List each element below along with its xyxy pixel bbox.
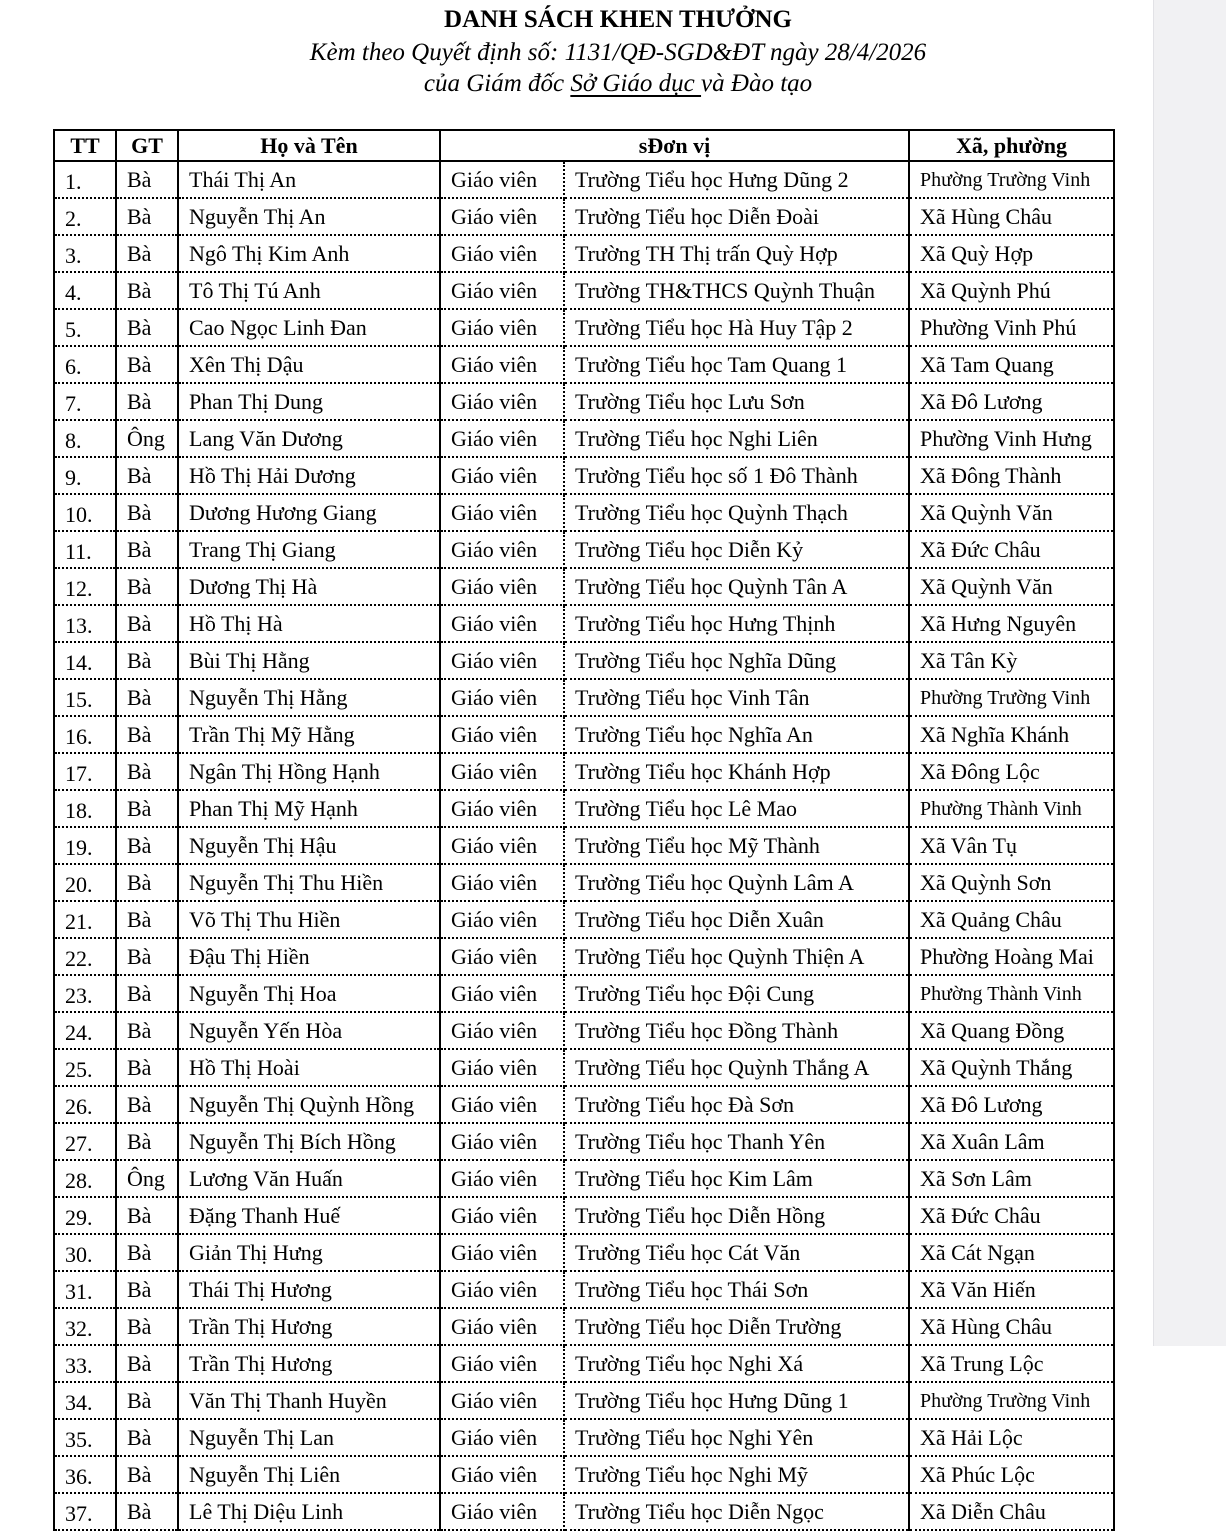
table-row	[54, 1271, 1114, 1308]
row-unit: Trường Tiểu học Hưng Dũng 2	[564, 161, 909, 198]
row-name: Giản Thị Hưng	[178, 1234, 440, 1271]
table-row	[54, 753, 1114, 790]
table-row	[54, 383, 1114, 420]
row-name: Nguyễn Thị Hậu	[178, 827, 440, 864]
row-name: Cao Ngọc Linh Đan	[178, 309, 440, 346]
table-row	[54, 679, 1114, 716]
row-role: Giáo viên	[440, 198, 564, 235]
row-ward: Xã Quỳ Hợp	[909, 235, 1114, 272]
row-role: Giáo viên	[440, 1271, 564, 1308]
row-name: Phan Thị Dung	[178, 383, 440, 420]
row-ward: Xã Quỳnh Thắng	[909, 1049, 1114, 1086]
row-title: Bà	[116, 753, 178, 790]
row-title: Bà	[116, 1419, 178, 1456]
row-number: 31.	[54, 1271, 116, 1308]
row-number: 12.	[54, 568, 116, 605]
row-role: Giáo viên	[440, 753, 564, 790]
row-title: Bà	[116, 568, 178, 605]
row-unit: Trường Tiểu học Quỳnh Tân A	[564, 568, 909, 605]
row-name: Lang Văn Dương	[178, 420, 440, 457]
row-ward: Phường Vinh Phú	[909, 309, 1114, 346]
table-row	[54, 642, 1114, 679]
row-number: 26.	[54, 1086, 116, 1123]
row-number: 34.	[54, 1382, 116, 1419]
row-unit: Trường Tiểu học Diễn Kỷ	[564, 531, 909, 568]
row-role: Giáo viên	[440, 975, 564, 1012]
viewer-background	[1153, 0, 1226, 1346]
table-row	[54, 235, 1114, 272]
row-name: Nguyễn Thị Liên	[178, 1456, 440, 1493]
row-name: Hồ Thị Hoài	[178, 1049, 440, 1086]
row-unit: Trường Tiểu học Diễn Xuân	[564, 901, 909, 938]
row-name: Trần Thị Hương	[178, 1308, 440, 1345]
row-title: Bà	[116, 1382, 178, 1419]
row-unit: Trường Tiểu học Diễn Hồng	[564, 1197, 909, 1234]
table-row	[54, 1456, 1114, 1493]
row-title: Bà	[116, 716, 178, 753]
row-title: Bà	[116, 531, 178, 568]
table-row	[54, 457, 1114, 494]
table-row	[54, 1308, 1114, 1345]
row-unit: Trường Tiểu học Nghi Mỹ	[564, 1456, 909, 1493]
row-role: Giáo viên	[440, 531, 564, 568]
table-row	[54, 1382, 1114, 1419]
row-ward: Phường Trường Vinh	[909, 1382, 1114, 1419]
row-title: Bà	[116, 309, 178, 346]
table-row	[54, 901, 1114, 938]
row-ward: Xã Phúc Lộc	[909, 1456, 1114, 1493]
row-name: Tô Thị Tú Anh	[178, 272, 440, 309]
row-title: Bà	[116, 901, 178, 938]
row-name: Nguyễn Thị Thu Hiền	[178, 864, 440, 901]
document-title: DANH SÁCH KHEN THƯỞNG	[444, 6, 792, 33]
row-name: Nguyễn Thị Hằng	[178, 679, 440, 716]
table-row	[54, 1234, 1114, 1271]
row-role: Giáo viên	[440, 1493, 564, 1530]
row-title: Bà	[116, 1123, 178, 1160]
row-unit: Trường Tiểu học Đồng Thành	[564, 1012, 909, 1049]
row-role: Giáo viên	[440, 1382, 564, 1419]
table-row	[54, 309, 1114, 346]
row-unit: Trường Tiểu học Mỹ Thành	[564, 827, 909, 864]
row-role: Giáo viên	[440, 346, 564, 383]
row-ward: Xã Quỳnh Văn	[909, 568, 1114, 605]
row-name: Ngô Thị Kim Anh	[178, 235, 440, 272]
row-name: Nguyễn Yến Hòa	[178, 1012, 440, 1049]
row-role: Giáo viên	[440, 790, 564, 827]
row-title: Bà	[116, 1271, 178, 1308]
row-number: 20.	[54, 864, 116, 901]
row-name: Xên Thị Dậu	[178, 346, 440, 383]
table-row	[54, 864, 1114, 901]
issuer-prefix: của Giám đốc	[423, 70, 571, 97]
table-row	[54, 198, 1114, 235]
row-name: Nguyễn Thị Bích Hồng	[178, 1123, 440, 1160]
row-title: Bà	[116, 605, 178, 642]
row-number: 22.	[54, 938, 116, 975]
table-row	[54, 1345, 1114, 1382]
row-title: Bà	[116, 161, 178, 198]
row-unit: Trường Tiểu học Nghi Yên	[564, 1419, 909, 1456]
table-row	[54, 420, 1114, 457]
row-unit: Trường Tiểu học Quỳnh Lâm A	[564, 864, 909, 901]
row-name: Trang Thị Giang	[178, 531, 440, 568]
row-number: 27.	[54, 1123, 116, 1160]
row-role: Giáo viên	[440, 827, 564, 864]
row-title: Bà	[116, 1197, 178, 1234]
row-role: Giáo viên	[440, 1012, 564, 1049]
row-unit: Trường Tiểu học số 1 Đô Thành	[564, 457, 909, 494]
row-name: Dương Thị Hà	[178, 568, 440, 605]
row-unit: Trường Tiểu học Thanh Yên	[564, 1123, 909, 1160]
row-ward: Xã Quỳnh Văn	[909, 494, 1114, 531]
row-name: Võ Thị Thu Hiền	[178, 901, 440, 938]
row-title: Bà	[116, 679, 178, 716]
row-number: 21.	[54, 901, 116, 938]
row-name: Nguyễn Thị Lan	[178, 1419, 440, 1456]
row-unit: Trường Tiểu học Hưng Dũng 1	[564, 1382, 909, 1419]
row-ward: Xã Vân Tụ	[909, 827, 1114, 864]
row-ward: Xã Quảng Châu	[909, 901, 1114, 938]
row-title: Bà	[116, 938, 178, 975]
row-number: 6.	[54, 346, 116, 383]
row-ward: Xã Trung Lộc	[909, 1345, 1114, 1382]
row-ward: Phường Trường Vinh	[909, 161, 1114, 198]
award-table	[53, 129, 1115, 1531]
table-row	[54, 790, 1114, 827]
row-ward: Phường Hoàng Mai	[909, 938, 1114, 975]
row-ward: Xã Tân Kỳ	[909, 642, 1114, 679]
row-role: Giáo viên	[440, 309, 564, 346]
table-row	[54, 568, 1114, 605]
row-unit: Trường Tiểu học Quỳnh Thắng A	[564, 1049, 909, 1086]
row-number: 7.	[54, 383, 116, 420]
row-role: Giáo viên	[440, 1049, 564, 1086]
row-ward: Xã Hưng Nguyên	[909, 605, 1114, 642]
row-number: 8.	[54, 420, 116, 457]
row-name: Trần Thị Hương	[178, 1345, 440, 1382]
row-name: Ngân Thị Hồng Hạnh	[178, 753, 440, 790]
row-name: Thái Thị Hương	[178, 1271, 440, 1308]
column-header-unit: sĐơn vị	[440, 130, 909, 161]
row-unit: Trường Tiểu học Đà Sơn	[564, 1086, 909, 1123]
table-row	[54, 605, 1114, 642]
row-ward: Phường Thành Vinh	[909, 975, 1114, 1012]
table-row	[54, 531, 1114, 568]
row-unit: Trường TH&THCS Quỳnh Thuận	[564, 272, 909, 309]
row-title: Bà	[116, 346, 178, 383]
row-ward: Xã Tam Quang	[909, 346, 1114, 383]
row-number: 10.	[54, 494, 116, 531]
row-unit: Trường Tiểu học Tam Quang 1	[564, 346, 909, 383]
row-unit: Trường Tiểu học Lưu Sơn	[564, 383, 909, 420]
row-unit: Trường Tiểu học Thái Sơn	[564, 1271, 909, 1308]
row-number: 5.	[54, 309, 116, 346]
row-role: Giáo viên	[440, 1197, 564, 1234]
row-title: Ông	[116, 420, 178, 457]
row-unit: Trường Tiểu học Quỳnh Thiện A	[564, 938, 909, 975]
row-unit: Trường Tiểu học Quỳnh Thạch	[564, 494, 909, 531]
row-role: Giáo viên	[440, 864, 564, 901]
row-ward: Xã Diễn Châu	[909, 1493, 1114, 1530]
row-name: Lương Văn Huấn	[178, 1160, 440, 1197]
row-role: Giáo viên	[440, 383, 564, 420]
row-title: Bà	[116, 1234, 178, 1271]
row-role: Giáo viên	[440, 568, 564, 605]
row-role: Giáo viên	[440, 679, 564, 716]
row-number: 24.	[54, 1012, 116, 1049]
row-name: Phan Thị Mỹ Hạnh	[178, 790, 440, 827]
row-number: 35.	[54, 1419, 116, 1456]
row-ward: Phường Thành Vinh	[909, 790, 1114, 827]
row-number: 14.	[54, 642, 116, 679]
table-row	[54, 1160, 1114, 1197]
row-title: Bà	[116, 1308, 178, 1345]
row-role: Giáo viên	[440, 1123, 564, 1160]
table-row	[54, 938, 1114, 975]
row-number: 15.	[54, 679, 116, 716]
row-title: Bà	[116, 235, 178, 272]
row-number: 23.	[54, 975, 116, 1012]
column-header-ward: Xã, phường	[909, 130, 1114, 161]
row-number: 36.	[54, 1456, 116, 1493]
row-title: Bà	[116, 1493, 178, 1530]
row-title: Bà	[116, 1086, 178, 1123]
row-role: Giáo viên	[440, 494, 564, 531]
row-unit: Trường Tiểu học Nghi Liên	[564, 420, 909, 457]
row-title: Bà	[116, 827, 178, 864]
row-ward: Xã Đức Châu	[909, 531, 1114, 568]
row-number: 29.	[54, 1197, 116, 1234]
table-row	[54, 975, 1114, 1012]
table-row	[54, 827, 1114, 864]
row-unit: Trường Tiểu học Hà Huy Tập 2	[564, 309, 909, 346]
table-row	[54, 1123, 1114, 1160]
row-unit: Trường Tiểu học Diễn Ngọc	[564, 1493, 909, 1530]
row-unit: Trường Tiểu học Kim Lâm	[564, 1160, 909, 1197]
row-number: 9.	[54, 457, 116, 494]
row-unit: Trường Tiểu học Khánh Hợp	[564, 753, 909, 790]
column-header-name: Họ và Tên	[178, 130, 440, 161]
row-ward: Xã Đô Lương	[909, 1086, 1114, 1123]
row-role: Giáo viên	[440, 1234, 564, 1271]
row-title: Bà	[116, 1049, 178, 1086]
table-row	[54, 272, 1114, 309]
row-title: Bà	[116, 975, 178, 1012]
row-name: Trần Thị Mỹ Hằng	[178, 716, 440, 753]
column-header-tt: TT	[54, 130, 116, 161]
row-role: Giáo viên	[440, 642, 564, 679]
issuer-suffix: và Đào tạo	[701, 70, 813, 97]
row-number: 1.	[54, 161, 116, 198]
row-ward: Xã Nghĩa Khánh	[909, 716, 1114, 753]
table-row	[54, 161, 1114, 198]
row-name: Dương Hương Giang	[178, 494, 440, 531]
row-role: Giáo viên	[440, 161, 564, 198]
row-unit: Trường Tiểu học Nghi Xá	[564, 1345, 909, 1382]
table-row	[54, 1197, 1114, 1234]
row-name: Nguyễn Thị Hoa	[178, 975, 440, 1012]
row-ward: Xã Đức Châu	[909, 1197, 1114, 1234]
row-title: Bà	[116, 1456, 178, 1493]
row-ward: Xã Văn Hiến	[909, 1271, 1114, 1308]
row-role: Giáo viên	[440, 1086, 564, 1123]
row-number: 4.	[54, 272, 116, 309]
row-number: 17.	[54, 753, 116, 790]
row-name: Văn Thị Thanh Huyền	[178, 1382, 440, 1419]
row-ward: Xã Đô Lương	[909, 383, 1114, 420]
row-number: 30.	[54, 1234, 116, 1271]
table-row	[54, 1086, 1114, 1123]
table-header-row	[54, 130, 1114, 161]
row-unit: Trường Tiểu học Nghĩa Dũng	[564, 642, 909, 679]
table-row	[54, 494, 1114, 531]
row-number: 33.	[54, 1345, 116, 1382]
row-name: Đậu Thị Hiền	[178, 938, 440, 975]
row-role: Giáo viên	[440, 1345, 564, 1382]
row-unit: Trường Tiểu học Diễn Trường	[564, 1308, 909, 1345]
row-title: Bà	[116, 642, 178, 679]
table-row	[54, 716, 1114, 753]
row-ward: Xã Đông Thành	[909, 457, 1114, 494]
row-ward: Phường Vinh Hưng	[909, 420, 1114, 457]
row-unit: Trường Tiểu học Diễn Đoài	[564, 198, 909, 235]
row-title: Bà	[116, 494, 178, 531]
row-ward: Phường Trường Vinh	[909, 679, 1114, 716]
row-role: Giáo viên	[440, 272, 564, 309]
row-name: Nguyễn Thị Quỳnh Hồng	[178, 1086, 440, 1123]
row-name: Thái Thị An	[178, 161, 440, 198]
table-row	[54, 1493, 1114, 1530]
column-header-gt: GT	[116, 130, 178, 161]
row-role: Giáo viên	[440, 716, 564, 753]
row-unit: Trường Tiểu học Vinh Tân	[564, 679, 909, 716]
row-role: Giáo viên	[440, 605, 564, 642]
row-ward: Xã Cát Ngạn	[909, 1234, 1114, 1271]
row-unit: Trường Tiểu học Hưng Thịnh	[564, 605, 909, 642]
row-role: Giáo viên	[440, 457, 564, 494]
row-title: Bà	[116, 1012, 178, 1049]
row-name: Lê Thị Diệu Linh	[178, 1493, 440, 1530]
row-unit: Trường Tiểu học Cát Văn	[564, 1234, 909, 1271]
row-title: Bà	[116, 1345, 178, 1382]
row-number: 2.	[54, 198, 116, 235]
row-name: Đặng Thanh Huế	[178, 1197, 440, 1234]
row-role: Giáo viên	[440, 1419, 564, 1456]
row-ward: Xã Hải Lộc	[909, 1419, 1114, 1456]
row-title: Bà	[116, 383, 178, 420]
issuer-underlined: Sở Giáo dục	[570, 70, 702, 97]
row-ward: Xã Hùng Châu	[909, 198, 1114, 235]
row-number: 18.	[54, 790, 116, 827]
row-ward: Xã Quỳnh Phú	[909, 272, 1114, 309]
row-title: Ông	[116, 1160, 178, 1197]
row-name: Nguyễn Thị An	[178, 198, 440, 235]
row-ward: Xã Quỳnh Sơn	[909, 864, 1114, 901]
row-ward: Xã Xuân Lâm	[909, 1123, 1114, 1160]
row-number: 37.	[54, 1493, 116, 1530]
row-role: Giáo viên	[440, 1308, 564, 1345]
row-role: Giáo viên	[440, 901, 564, 938]
row-role: Giáo viên	[440, 1456, 564, 1493]
table-row	[54, 346, 1114, 383]
row-role: Giáo viên	[440, 1160, 564, 1197]
row-title: Bà	[116, 198, 178, 235]
row-name: Hồ Thị Hà	[178, 605, 440, 642]
row-number: 11.	[54, 531, 116, 568]
row-unit: Trường TH Thị trấn Quỳ Hợp	[564, 235, 909, 272]
row-title: Bà	[116, 457, 178, 494]
row-role: Giáo viên	[440, 420, 564, 457]
row-number: 13.	[54, 605, 116, 642]
row-number: 3.	[54, 235, 116, 272]
row-unit: Trường Tiểu học Nghĩa An	[564, 716, 909, 753]
table-body	[54, 161, 1114, 1530]
table-row	[54, 1012, 1114, 1049]
table-row	[54, 1419, 1114, 1456]
row-unit: Trường Tiểu học Lê Mao	[564, 790, 909, 827]
row-title: Bà	[116, 790, 178, 827]
row-name: Hồ Thị Hải Dương	[178, 457, 440, 494]
row-number: 19.	[54, 827, 116, 864]
row-ward: Xã Hùng Châu	[909, 1308, 1114, 1345]
row-number: 25.	[54, 1049, 116, 1086]
row-title: Bà	[116, 864, 178, 901]
row-number: 32.	[54, 1308, 116, 1345]
row-role: Giáo viên	[440, 938, 564, 975]
row-role: Giáo viên	[440, 235, 564, 272]
issuer-line	[0, 68, 1226, 100]
decision-reference: Kèm theo Quyết định số: 1131/QĐ-SGD&ĐT ngày 28/4/2026	[309, 39, 927, 66]
row-name: Bùi Thị Hằng	[178, 642, 440, 679]
row-ward: Xã Đông Lộc	[909, 753, 1114, 790]
row-title: Bà	[116, 272, 178, 309]
row-ward: Xã Sơn Lâm	[909, 1160, 1114, 1197]
row-number: 16.	[54, 716, 116, 753]
row-ward: Xã Quang Đồng	[909, 1012, 1114, 1049]
row-number: 28.	[54, 1160, 116, 1197]
table-row	[54, 1049, 1114, 1086]
row-unit: Trường Tiểu học Đội Cung	[564, 975, 909, 1012]
